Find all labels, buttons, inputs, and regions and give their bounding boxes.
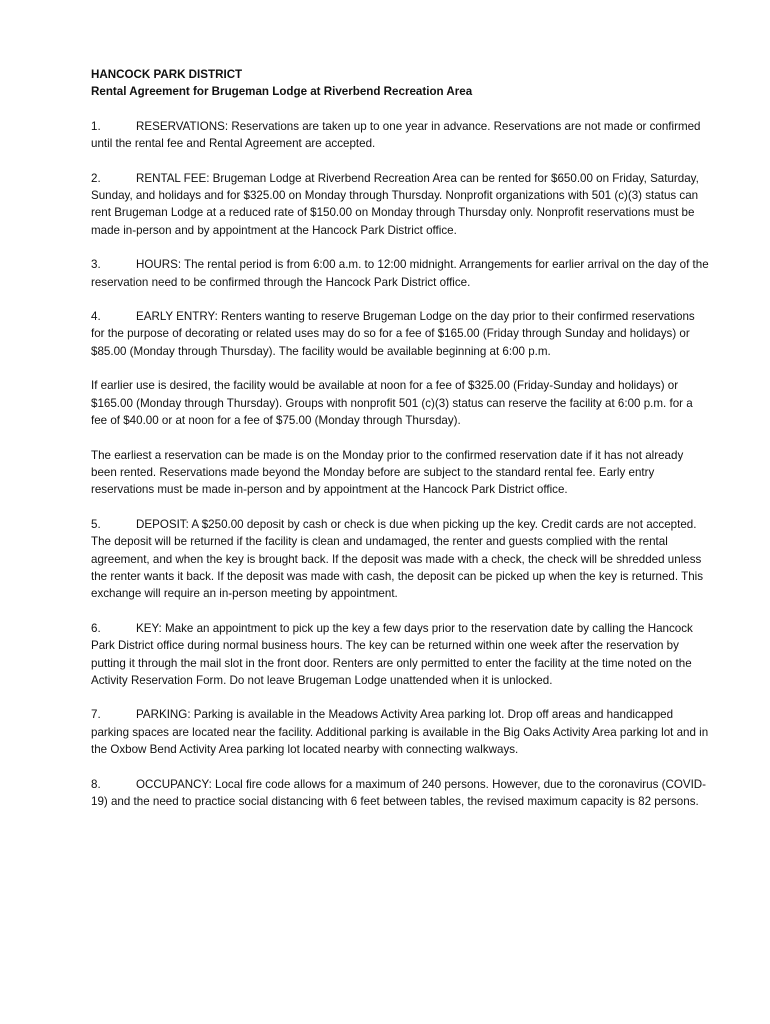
section-text: OCCUPANCY: Local fire code allows for a maximum of 240 persons. However, due to the coronavirus (COVID-19) and the need to practice social distancing with 6 feet between tables, the revised maximum capacity is 82 persons. xyxy=(91,777,707,808)
section-number: 6. xyxy=(91,621,101,635)
document-subtitle: Rental Agreement for Brugeman Lodge at Riverbend Recreation Area xyxy=(91,85,473,99)
section-text: RENTAL FEE: Brugeman Lodge at Riverbend Recreation Area can be rented for $650.00 on Friday, Saturday, Sunday, and holidays and for $325.00 on Monday through Thursday. Nonprofit organizations with 501 (c)(3) status can rent Brugeman Lodge at a reduced rate of $150.00 on Monday through Thursday only. Nonprofit reservations must be made in-person and by appointment at the Hancock Park District office. xyxy=(91,171,699,237)
section-text: EARLY ENTRY: Renters wanting to reserve Brugeman Lodge on the day prior to their confirmed reservations for the purpose of decorating or related uses may do so for a fee of $165.00 (Friday through Sunday and holidays) or $85.00 (Monday through Thursday). The facility would be available beginning at 6:00 p.m. xyxy=(91,310,695,358)
section-text: HOURS: The rental period is from 6:00 a.m. to 12:00 midnight. Arrangements for earlier arrival on the day of the reservation need to be confirmed through the Hancock Park District office. xyxy=(91,258,709,289)
section-deposit xyxy=(91,516,709,603)
section-number: 5. xyxy=(91,517,101,531)
section-early-entry xyxy=(91,308,709,360)
early-entry-timing-paragraph: The earliest a reservation can be made is on the Monday prior to the confirmed reservation date if it has not already been rented. Reservations made beyond the Monday before are subject to the standard rental fee. Early entry reservations must be made in-person and by appointment at the Hancock Park District office. xyxy=(91,448,684,497)
section-hours xyxy=(91,256,709,291)
section-reservations xyxy=(91,118,709,153)
section-key xyxy=(91,620,709,690)
early-entry-noon-paragraph: If earlier use is desired, the facility would be available at noon for a fee of $325.00 (Friday-Sunday and holidays) or $165.00 (Monday through Thursday). Groups with nonprofit 501 (c)(3) status can reserve the facility at 6:00 p.m. for a fee of $40.00 or at noon for a fee of $75.00 (Monday through Thursday). xyxy=(91,379,693,428)
section-number: 7. xyxy=(91,708,101,722)
section-number: 3. xyxy=(91,258,101,272)
section-text: DEPOSIT: A $250.00 deposit by cash or check is due when picking up the key. Credit cards are not accepted. The deposit will be returned if the facility is clean and undamaged, the renter and guests complied with the rental agreement, and when the key is brought back. If the deposit was made with a check, the check will be shredded unless the renter wants it back. If the deposit was made with cash, the deposit can be picked up when the key is returned. This exchange will require an in-person meeting by appointment. xyxy=(91,517,704,601)
section-parking xyxy=(91,706,709,758)
section-text: RESERVATIONS: Reservations are taken up to one year in advance. Reservations are not made or confirmed until the rental fee and Rental Agreement are accepted. xyxy=(91,119,701,151)
document-body xyxy=(91,66,709,827)
section-text: PARKING: Parking is available in the Meadows Activity Area parking lot. Drop off areas and handicapped parking spaces are located near the facility. Additional parking is available in the Big Oaks Activity Area parking lot and in the Oxbow Bend Activity Area parking lot located nearby with connecting walkways. xyxy=(91,708,709,757)
section-text: KEY: Make an appointment to pick up the key a few days prior to the reservation date by calling the Hancock Park District office during normal business hours. The key can be returned within one week after the reservation by putting it through the mail slot in the front door. Renters are only permitted to enter the facility at the time noted on the Activity Reservation Form. Do not leave Brugeman Lodge unattended when it is unlocked. xyxy=(91,621,693,687)
section-number: 4. xyxy=(91,310,101,324)
section-rental-fee xyxy=(91,170,709,240)
section-number: 1. xyxy=(91,119,101,133)
section-occupancy xyxy=(91,776,709,811)
document-title: HANCOCK PARK DISTRICT xyxy=(91,68,243,81)
section-number: 8. xyxy=(91,777,101,791)
section-number: 2. xyxy=(91,171,101,185)
